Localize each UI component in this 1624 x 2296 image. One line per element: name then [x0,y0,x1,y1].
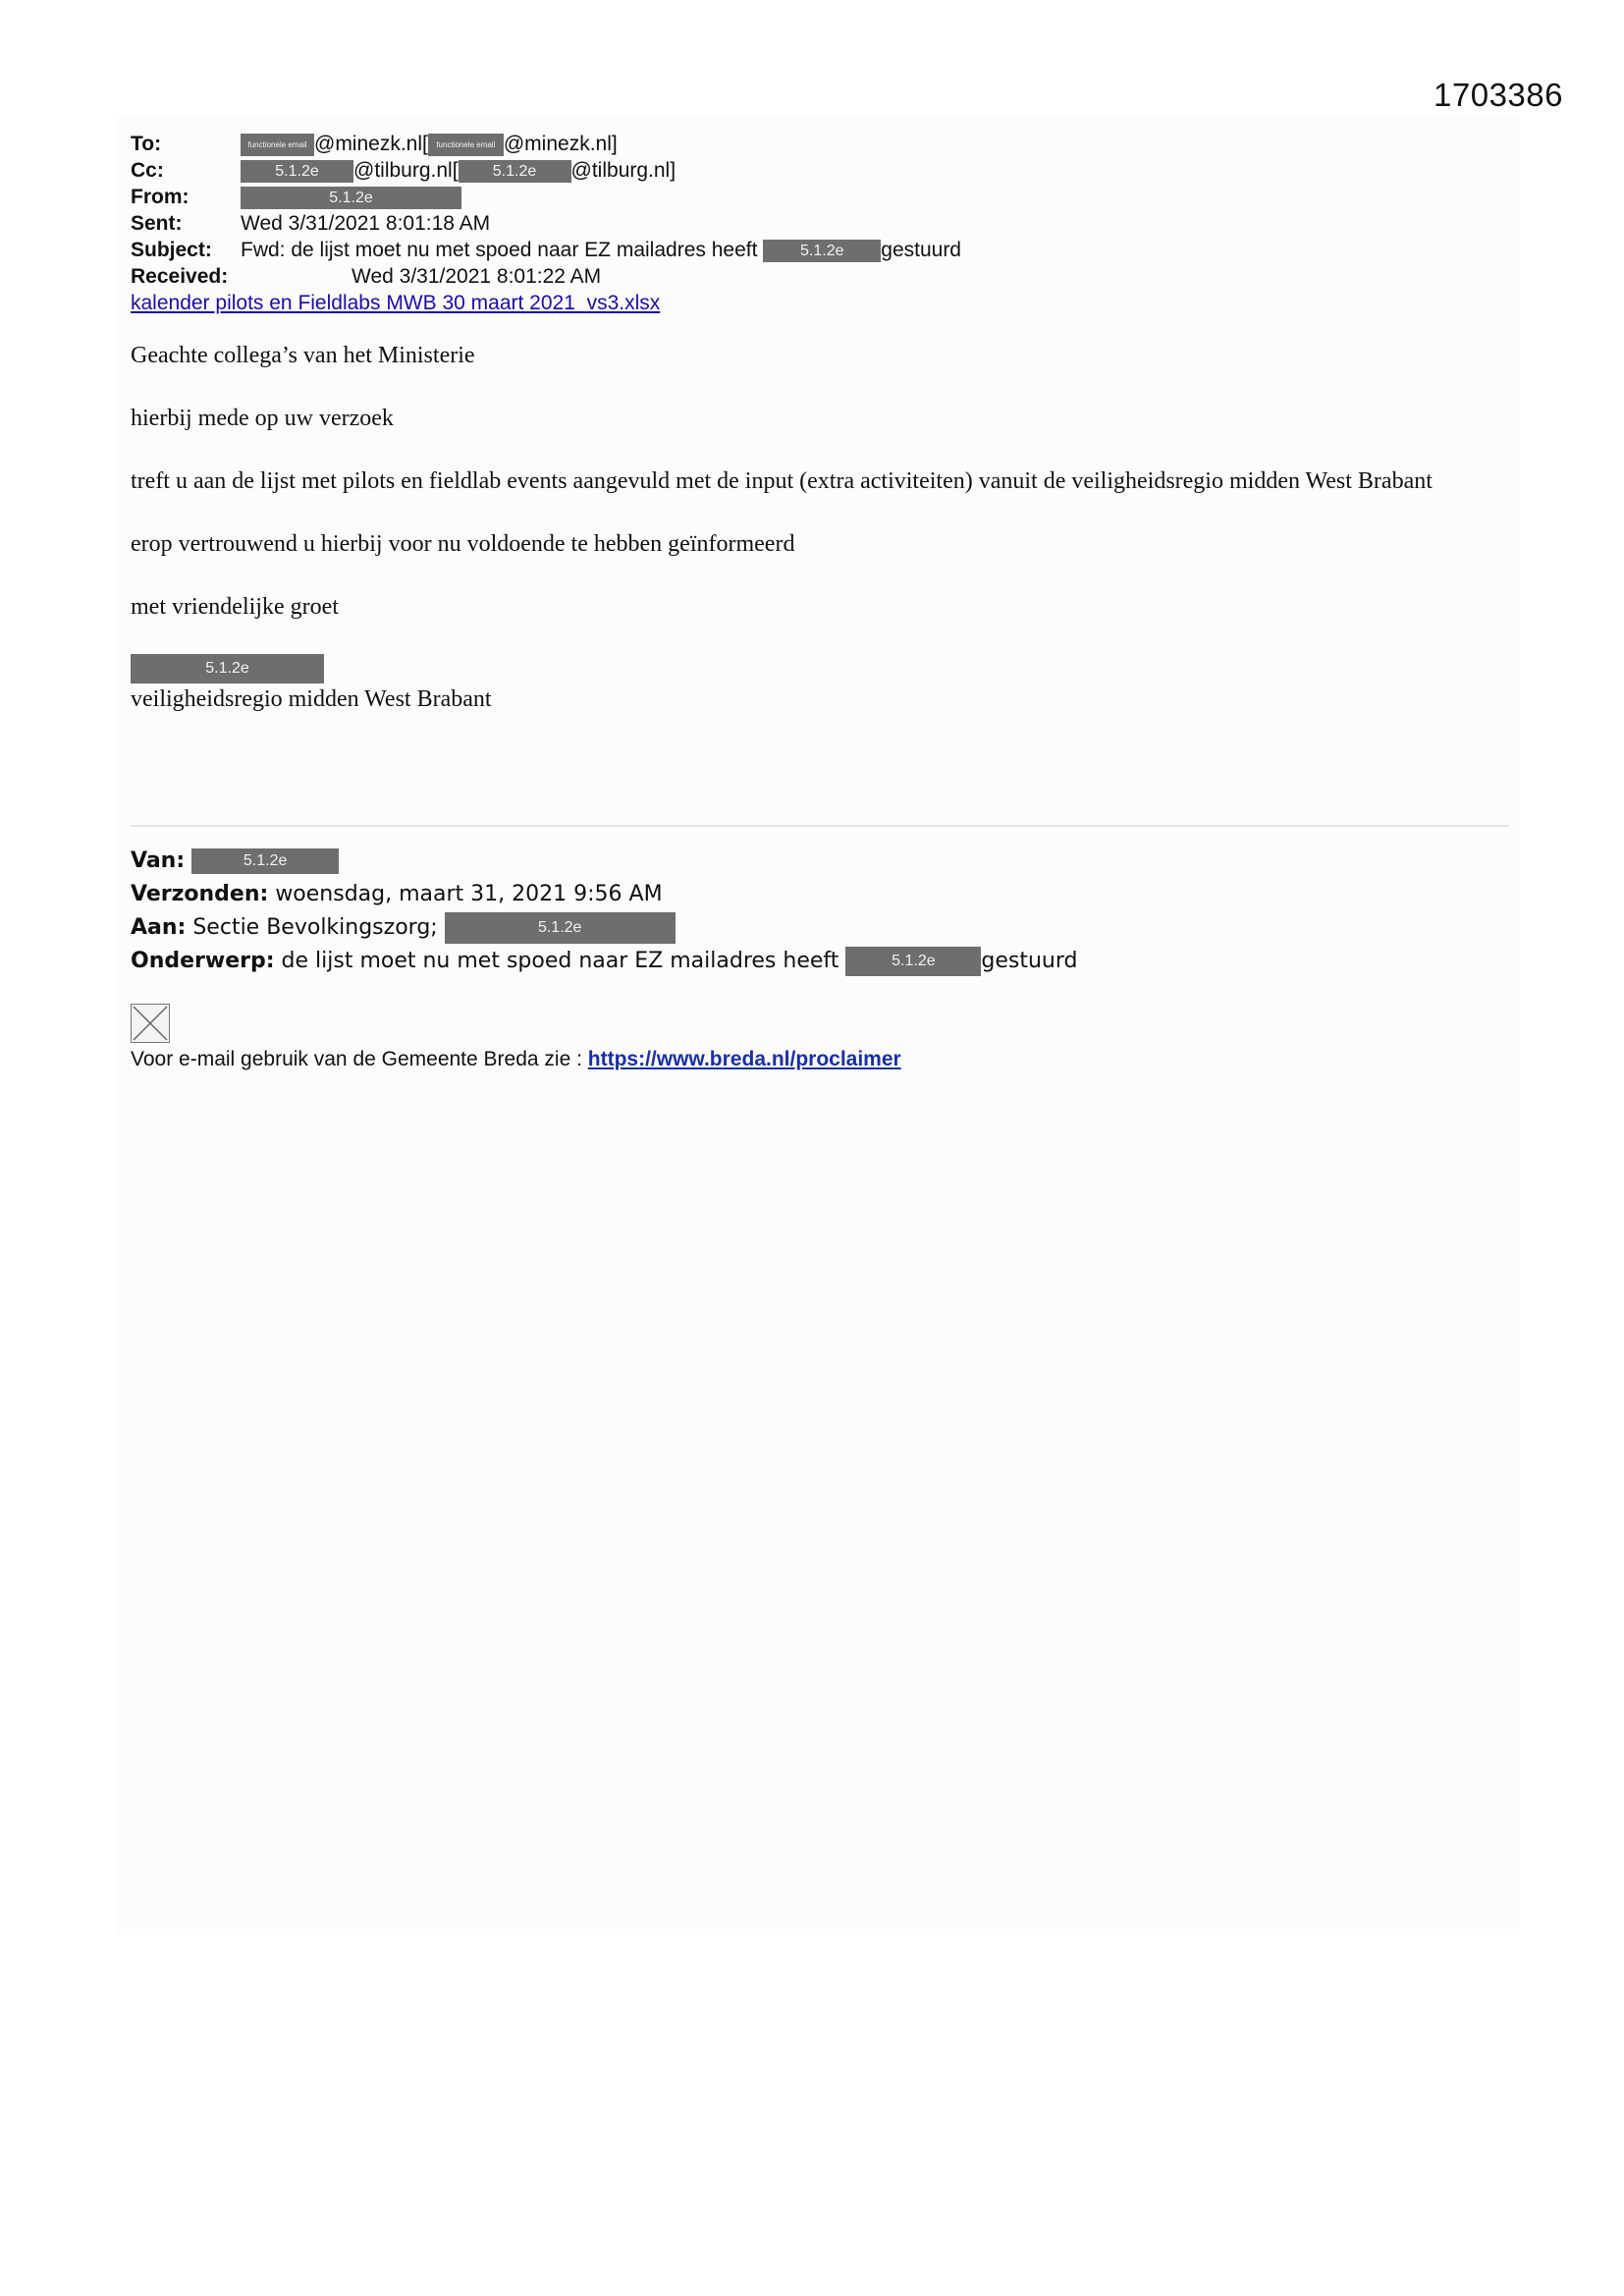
redaction-block: 5.1.2e [131,654,324,683]
from-row [131,184,1505,210]
attachment-row [131,290,1505,316]
cc-domain-2: @tilburg.nl] [570,159,677,182]
greeting: Geachte collega’s van het Ministerie [131,343,475,368]
signature [131,652,1505,715]
onderwerp-row [131,945,1505,978]
email-body [131,340,1505,715]
verzonden-label: Verzonden: [131,882,269,906]
closing: met vriendelijke groet [131,594,339,620]
to-row [131,131,1505,157]
aan-label: Aan: [131,915,187,940]
aan-row [131,911,1505,945]
redaction-block: 5.1.2e [445,912,676,944]
subject-label: Subject: [131,239,212,261]
sent-row [131,210,1505,237]
to-value [241,131,618,157]
redaction-block: 5.1.2e [845,947,981,976]
onderwerp-label: Onderwerp: [131,949,275,973]
signature-org: veiligheidsregio midden West Brabant [131,686,492,713]
received-label: Received: [131,265,229,288]
forwarded-header [131,845,1505,978]
body-paragraph: erop vertrouwend u hierbij voor nu voldoende te hebben geïnformeerd [131,531,795,557]
redaction-block: 5.1.2e [241,187,461,209]
redaction-block: 5.1.2e [763,240,881,262]
subject-suffix: gestuurd [881,239,961,261]
van-row [131,845,1505,878]
subject-value [241,237,961,263]
subject-row [131,237,1505,263]
redaction-block: functionele email [241,134,314,156]
email-header [131,131,1505,316]
body-paragraph: treft u aan de lijst met pilots en fieldlab events aangevuld met de input (extra activiteiten) vanuit de veiligheidsregio midden West Brabant [131,468,1433,494]
to-label: To: [131,133,162,155]
broken-image-icon-graphic [132,1005,169,1042]
redaction-block: 5.1.2e [191,848,339,874]
sent-label: Sent: [131,212,183,235]
divider [131,825,1509,827]
redaction-block: 5.1.2e [241,160,353,183]
sent-value: Wed 3/31/2021 8:01:18 AM [241,212,491,235]
attachment-link[interactable]: kalender pilots en Fieldlabs MWB 30 maart 2021_vs3.xlsx [131,292,661,314]
disclaimer-link[interactable]: https://www.breda.nl/proclaimer [587,1048,901,1070]
cc-label: Cc: [131,159,164,182]
disclaimer-text: Voor e-mail gebruik van de Gemeente Breda zie : [131,1048,582,1070]
onderwerp-suffix: gestuurd [981,949,1078,973]
redaction-block: functionele email [428,134,504,156]
cc-row [131,157,1505,184]
verzonden-value: woensdag, maart 31, 2021 9:56 AM [275,882,663,906]
to-domain-1: @minezk.nl[ [314,133,428,155]
redaction-block: 5.1.2e [459,160,571,183]
verzonden-row [131,878,1505,911]
subject-text: Fwd: de lijst moet nu met spoed naar EZ mailadres heeft [241,239,758,261]
from-label: From: [131,186,189,208]
onderwerp-value: de lijst moet nu met spoed naar EZ mailadres heeft [281,949,839,973]
to-domain-2: @minezk.nl] [503,133,618,155]
received-row [131,263,1505,290]
body-paragraph: hierbij mede op uw verzoek [131,406,394,431]
cc-value [241,157,676,184]
disclaimer [131,1047,901,1072]
van-label: Van: [131,848,186,873]
cc-domain-1: @tilburg.nl[ [353,159,459,182]
broken-image-icon [131,1004,170,1043]
received-value: Wed 3/31/2021 8:01:22 AM [352,265,602,288]
from-value [241,184,461,210]
document-id: 1703386 [1434,77,1563,113]
aan-value: Sectie Bevolkingszorg; [192,915,438,940]
